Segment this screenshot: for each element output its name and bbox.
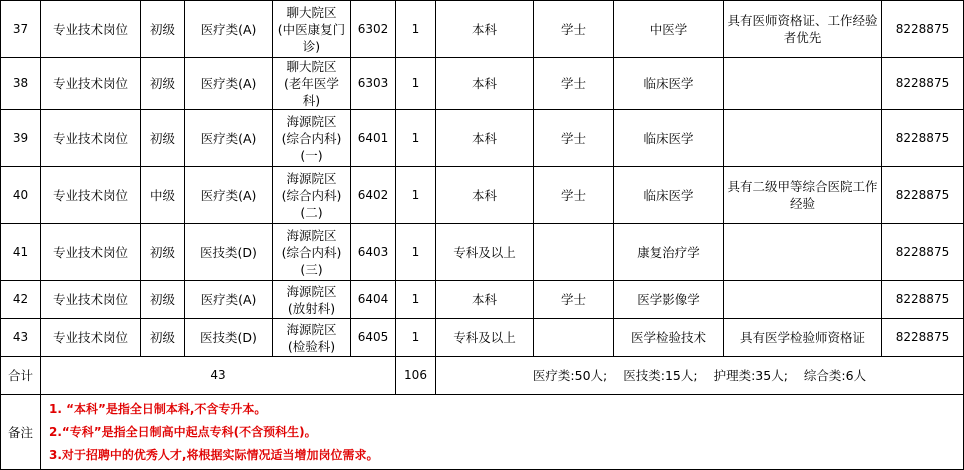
breakdown-general: 综合类:6人 bbox=[803, 368, 867, 383]
department-line: 海源院区 bbox=[286, 227, 337, 243]
education: 本科 bbox=[436, 58, 534, 110]
post-level: 初级 bbox=[141, 281, 185, 319]
headcount: 1 bbox=[396, 319, 436, 357]
post-code: 6403 bbox=[351, 224, 396, 281]
post-category: 专业技术岗位 bbox=[41, 224, 141, 281]
education: 专科及以上 bbox=[436, 319, 534, 357]
department-line: (一) bbox=[300, 147, 323, 163]
requirement bbox=[724, 224, 882, 281]
contact-phone: 8228875 bbox=[882, 224, 964, 281]
post-level: 中级 bbox=[141, 167, 185, 224]
table-row bbox=[1, 224, 964, 281]
post-code: 6404 bbox=[351, 281, 396, 319]
table-row bbox=[1, 110, 964, 167]
row-number: 38 bbox=[1, 58, 41, 110]
table-row bbox=[1, 319, 964, 357]
row-number: 42 bbox=[1, 281, 41, 319]
education: 本科 bbox=[436, 167, 534, 224]
row-number: 37 bbox=[1, 1, 41, 58]
row-number: 39 bbox=[1, 110, 41, 167]
post-type: 医技类(D) bbox=[185, 224, 273, 281]
requirement bbox=[724, 281, 882, 319]
total-row bbox=[1, 357, 964, 395]
degree: 学士 bbox=[534, 281, 614, 319]
post-level: 初级 bbox=[141, 110, 185, 167]
note-line: 1. “本科”是指全日制本科,不含专升本。 bbox=[49, 401, 267, 416]
post-category: 专业技术岗位 bbox=[41, 58, 141, 110]
contact-phone: 8228875 bbox=[882, 281, 964, 319]
post-code: 6402 bbox=[351, 167, 396, 224]
major: 临床医学 bbox=[614, 58, 724, 110]
department-line: (放射科) bbox=[287, 300, 336, 316]
headcount: 1 bbox=[396, 224, 436, 281]
post-code: 6303 bbox=[351, 58, 396, 110]
post-code: 6405 bbox=[351, 319, 396, 357]
headcount: 1 bbox=[396, 281, 436, 319]
post-category: 专业技术岗位 bbox=[41, 319, 141, 357]
breakdown-medical: 医疗类:50人; bbox=[532, 368, 608, 383]
headcount: 1 bbox=[396, 58, 436, 110]
post-category: 专业技术岗位 bbox=[41, 1, 141, 58]
department-line: (综合内科) bbox=[281, 130, 342, 146]
notes-label: 备注 bbox=[1, 395, 41, 470]
major: 中医学 bbox=[614, 1, 724, 58]
note-line: 2.“专科”是指全日制高中起点专科(不含预科生)。 bbox=[49, 424, 317, 439]
post-type: 医疗类(A) bbox=[185, 110, 273, 167]
contact-phone: 8228875 bbox=[882, 110, 964, 167]
education: 本科 bbox=[436, 1, 534, 58]
department-line: 海源院区 bbox=[286, 283, 337, 299]
row-number: 40 bbox=[1, 167, 41, 224]
degree: 学士 bbox=[534, 110, 614, 167]
post-type: 医疗类(A) bbox=[185, 167, 273, 224]
department bbox=[273, 58, 351, 110]
major: 临床医学 bbox=[614, 167, 724, 224]
breakdown-technical: 医技类:15人; bbox=[623, 368, 698, 383]
headcount: 1 bbox=[396, 110, 436, 167]
major: 临床医学 bbox=[614, 110, 724, 167]
note-line: 3.对于招聘中的优秀人才,将根据实际情况适当增加岗位需求。 bbox=[49, 447, 379, 462]
notes-content bbox=[41, 395, 964, 470]
degree bbox=[534, 224, 614, 281]
department bbox=[273, 281, 351, 319]
department-line: (老年医学科) bbox=[284, 76, 339, 108]
post-category: 专业技术岗位 bbox=[41, 281, 141, 319]
department-line: 聊大院区 bbox=[286, 59, 337, 74]
headcount: 1 bbox=[396, 167, 436, 224]
breakdown-nursing: 护理类:35人; bbox=[713, 368, 788, 383]
post-code: 6302 bbox=[351, 1, 396, 58]
department-line: (检验科) bbox=[287, 338, 336, 354]
requirement bbox=[724, 58, 882, 110]
requirement: 具有二级甲等综合医院工作经验 bbox=[724, 167, 882, 224]
post-type: 医技类(D) bbox=[185, 319, 273, 357]
education: 专科及以上 bbox=[436, 224, 534, 281]
table-row bbox=[1, 167, 964, 224]
post-type: 医疗类(A) bbox=[185, 58, 273, 110]
total-positions: 43 bbox=[41, 357, 396, 395]
degree: 学士 bbox=[534, 167, 614, 224]
post-category: 专业技术岗位 bbox=[41, 167, 141, 224]
notes-row bbox=[1, 395, 964, 470]
post-level: 初级 bbox=[141, 224, 185, 281]
department bbox=[273, 167, 351, 224]
post-category: 专业技术岗位 bbox=[41, 110, 141, 167]
row-number: 43 bbox=[1, 319, 41, 357]
department bbox=[273, 110, 351, 167]
post-type: 医疗类(A) bbox=[185, 281, 273, 319]
requirement: 具有医师资格证、工作经验者优先 bbox=[724, 1, 882, 58]
degree: 学士 bbox=[534, 58, 614, 110]
department-line: 海源院区 bbox=[286, 321, 337, 337]
post-level: 初级 bbox=[141, 1, 185, 58]
contact-phone: 8228875 bbox=[882, 1, 964, 58]
department-line: (综合内科) bbox=[281, 187, 342, 203]
post-level: 初级 bbox=[141, 319, 185, 357]
headcount-breakdown bbox=[436, 357, 964, 395]
headcount: 1 bbox=[396, 1, 436, 58]
major: 医学检验技术 bbox=[614, 319, 724, 357]
degree bbox=[534, 319, 614, 357]
contact-phone: 8228875 bbox=[882, 58, 964, 110]
major: 医学影像学 bbox=[614, 281, 724, 319]
table-row bbox=[1, 281, 964, 319]
department bbox=[273, 319, 351, 357]
requirement bbox=[724, 110, 882, 167]
post-type: 医疗类(A) bbox=[185, 1, 273, 58]
total-label: 合计 bbox=[1, 357, 41, 395]
education: 本科 bbox=[436, 281, 534, 319]
post-level: 初级 bbox=[141, 58, 185, 110]
department-line: (三) bbox=[300, 261, 323, 277]
department-line: 海源院区 bbox=[286, 113, 337, 129]
requirement: 具有医学检验师资格证 bbox=[724, 319, 882, 357]
department-line: 聊大院区 bbox=[286, 4, 337, 20]
major: 康复治疗学 bbox=[614, 224, 724, 281]
contact-phone: 8228875 bbox=[882, 319, 964, 357]
department-line: (二) bbox=[300, 204, 323, 220]
row-number: 41 bbox=[1, 224, 41, 281]
department-line: 海源院区 bbox=[286, 170, 337, 186]
degree: 学士 bbox=[534, 1, 614, 58]
education: 本科 bbox=[436, 110, 534, 167]
department-line: (中医康复门 bbox=[277, 21, 346, 37]
department-line: 诊) bbox=[302, 38, 321, 54]
table-row bbox=[1, 58, 964, 110]
department-line: (综合内科) bbox=[281, 244, 342, 260]
table-row bbox=[1, 1, 964, 58]
contact-phone: 8228875 bbox=[882, 167, 964, 224]
department bbox=[273, 1, 351, 58]
table-body bbox=[1, 1, 964, 470]
department bbox=[273, 224, 351, 281]
total-headcount: 106 bbox=[396, 357, 436, 395]
post-code: 6401 bbox=[351, 110, 396, 167]
